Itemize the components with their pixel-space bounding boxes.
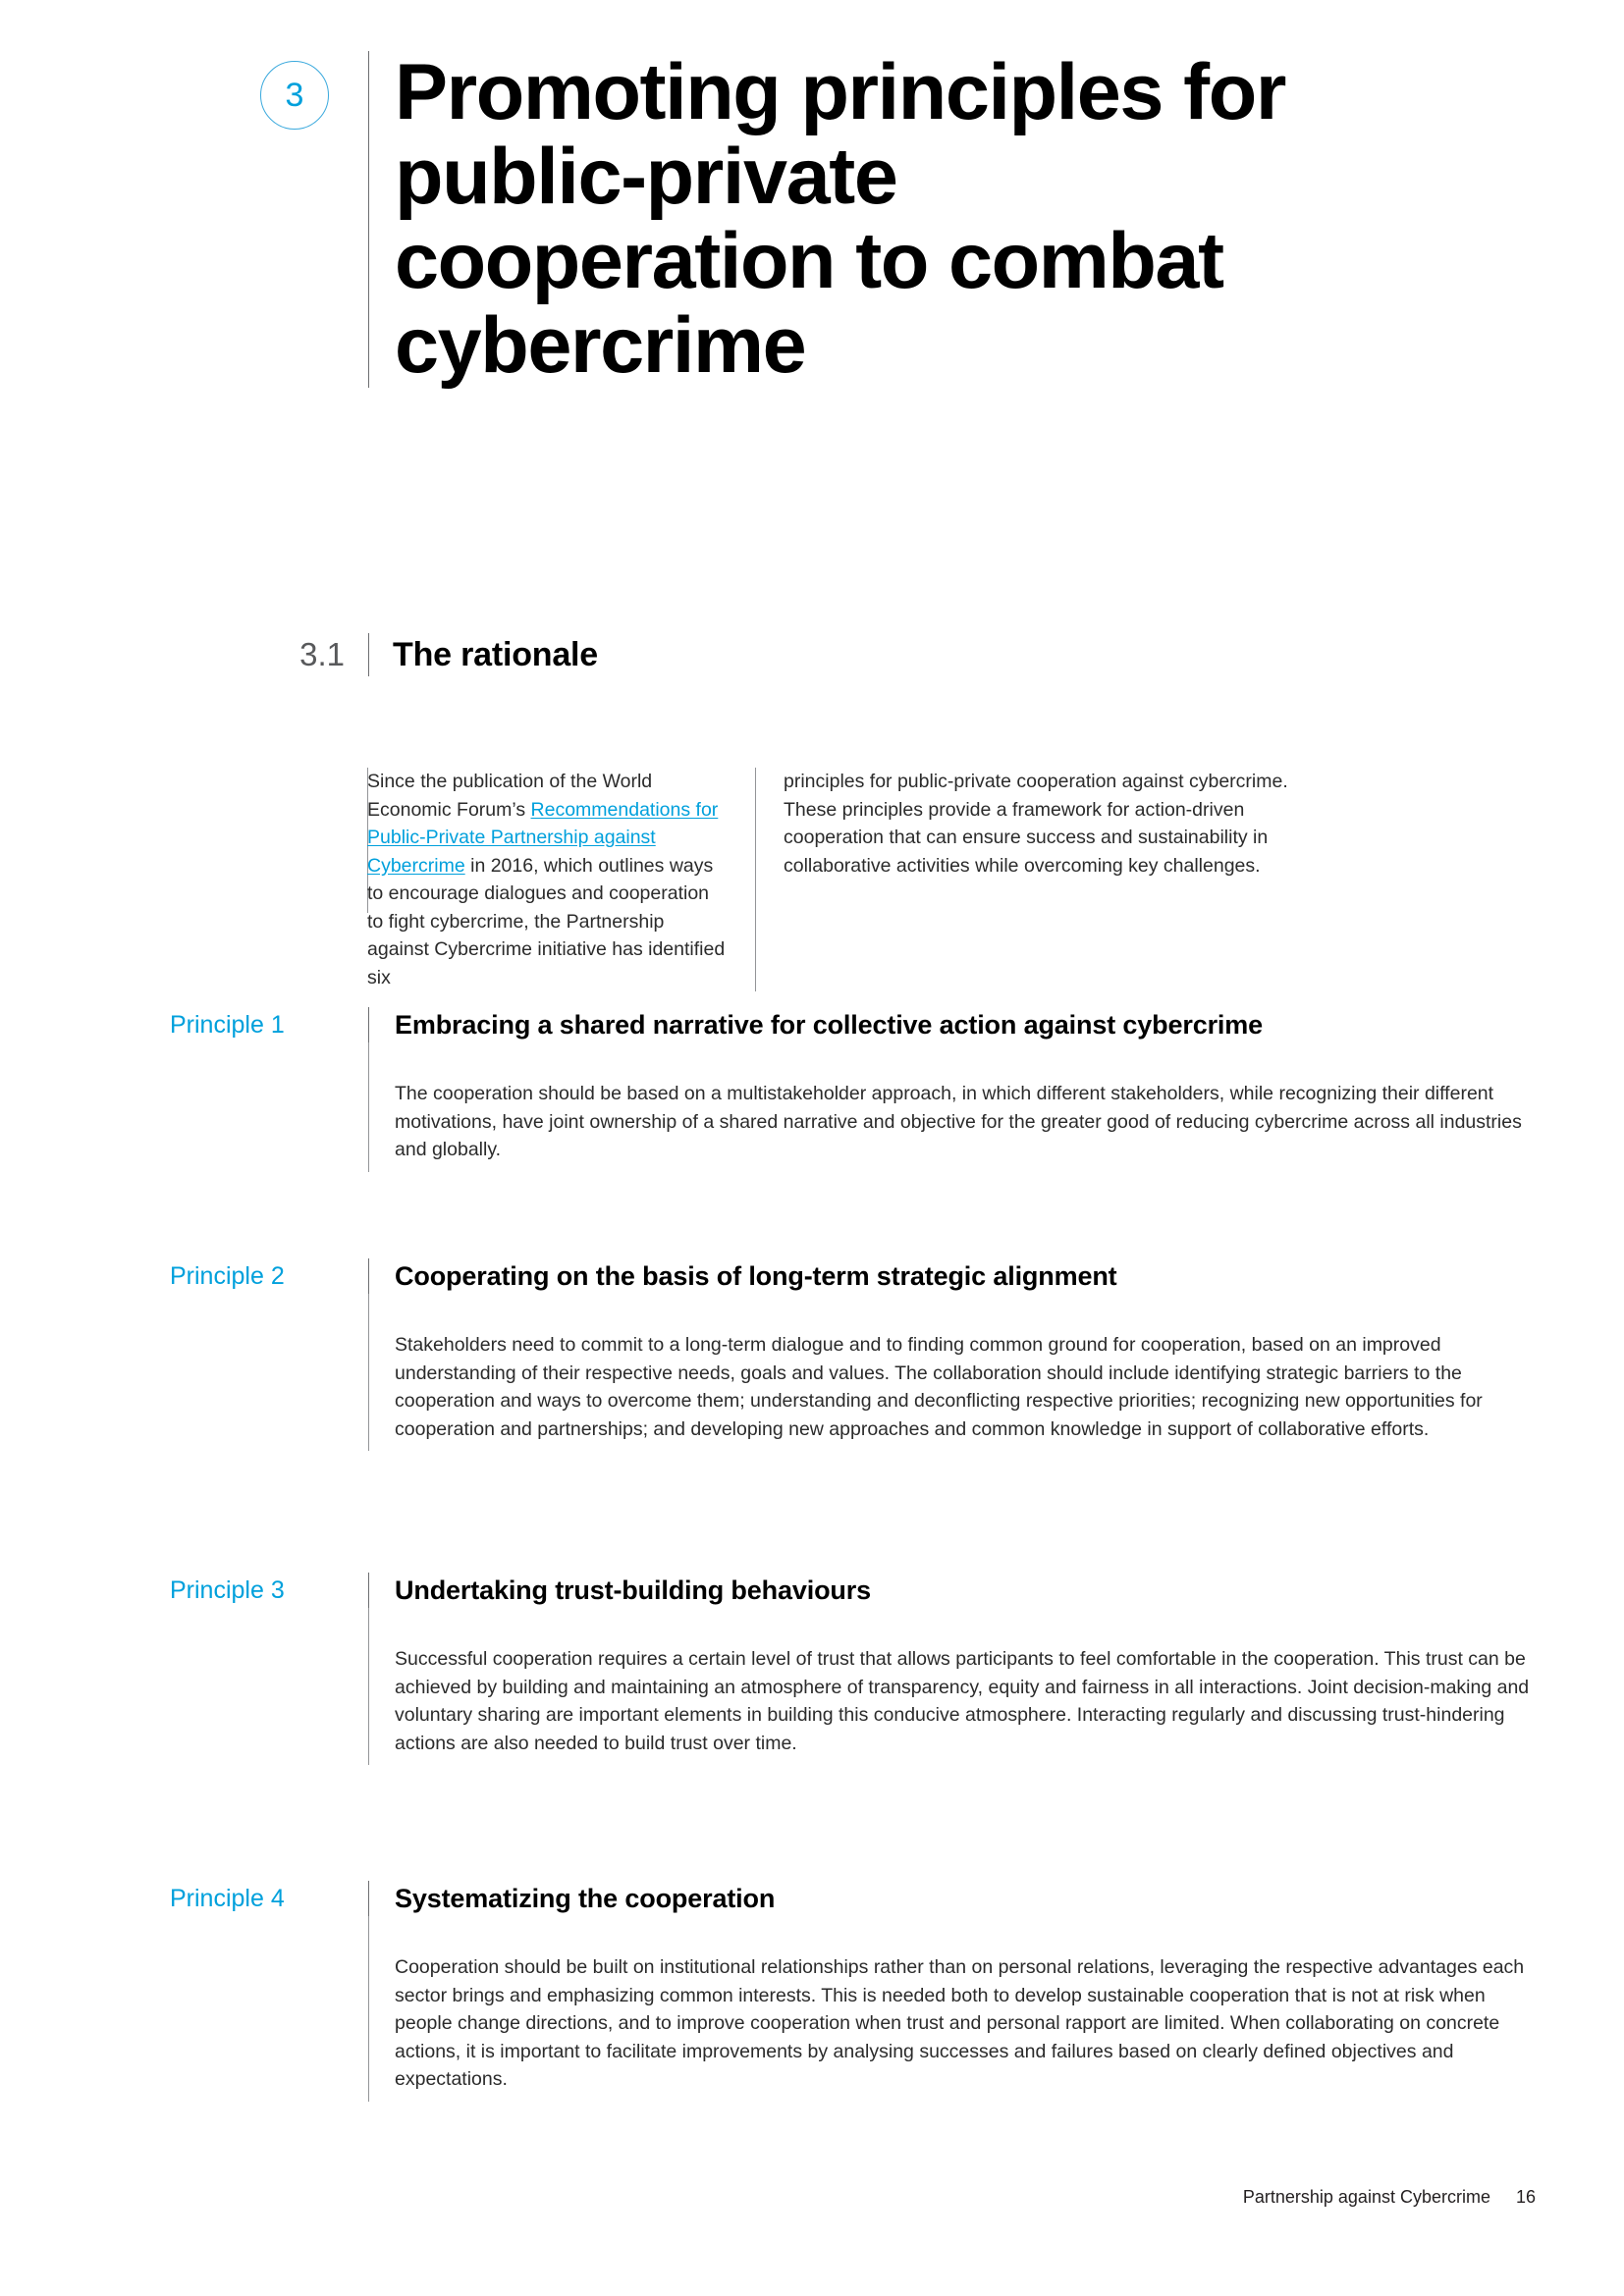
principle-1-title: Embracing a shared narrative for collective action against cybercrime — [395, 1010, 1264, 1040]
principle-block-4 — [170, 1881, 1544, 2102]
principle-1-gutter — [170, 1042, 368, 1172]
principle-4-body-row — [170, 1916, 1544, 2102]
principle-4-title: Systematizing the cooperation — [395, 1884, 776, 1913]
chapter-vertical-rule — [368, 51, 369, 388]
footer-page-number: 16 — [1515, 2187, 1536, 2207]
principle-2-header — [170, 1258, 1544, 1294]
principle-3-header — [170, 1573, 1544, 1608]
principle-1-rule — [368, 1007, 369, 1042]
principle-3-label: Principle 3 — [170, 1576, 285, 1604]
principle-1-label: Principle 1 — [170, 1011, 285, 1039]
recommendations-report-link[interactable]: Recommendations for Public-Private Partnership against Cybercrime — [367, 798, 719, 877]
section-title: The rationale — [393, 636, 599, 673]
section-heading — [260, 633, 1438, 676]
section-vertical-rule — [368, 633, 369, 676]
principle-2-gutter — [170, 1294, 368, 1451]
intro-column-left — [367, 768, 755, 991]
principle-2-rule — [368, 1258, 369, 1294]
principle-2-label: Principle 2 — [170, 1262, 285, 1290]
section-number: 3.1 — [299, 636, 345, 672]
principle-2-body: Stakeholders need to commit to a long-term dialogue and to finding common ground for cooperation, based on an improved understanding of their respective needs, goals and values. The collaboration should include identifying strategic barriers to the cooperation and ways to overcome them; understanding and deconflicting respective priorities; recognizing new opportunities for cooperation and partnerships; and developing new approaches and common knowledge in support of collaborative efforts. — [395, 1334, 1483, 1440]
intro-column-right: principles for public-private cooperation against cybercrime. These principles provide a framework for action-driven cooperation that can ensure success and sustainability in collaborative activities while overcoming key challenges. — [784, 771, 1288, 877]
principle-2-body-row — [170, 1294, 1544, 1451]
principle-1-body-rule — [368, 1042, 369, 1172]
principle-block-3 — [170, 1573, 1544, 1765]
principle-3-title: Undertaking trust-building behaviours — [395, 1575, 871, 1605]
principle-4-body: Cooperation should be built on institutional relationships rather than on personal relations, leveraging the respective advantages each sector brings and emphasizing common interests. This is needed both to develop sustainable cooperation that is not at risk when people change directions, and to improve cooperation when trust and personal rapport are limited. When collaborating on concrete actions, it is important to facilitate improvements by analysing successes and failures based on clearly defined objectives and expectations. — [395, 1956, 1525, 2090]
principle-2-body-rule — [368, 1294, 369, 1451]
chapter-number-container — [260, 51, 368, 130]
principle-1-body: The cooperation should be based on a multistakeholder approach, in which different stakeholders, while recognizing their different motivations, have joint ownership of a shared narrative and objective for the greater good of reducing cybercrime across all industries and globally. — [395, 1083, 1522, 1160]
section-number-container — [260, 633, 368, 676]
intro-text-before-link: Since the publication of the World Economic Forum’s — [367, 771, 653, 821]
principle-4-header — [170, 1881, 1544, 1916]
footer-document-title: Partnership against Cybercrime — [1242, 2187, 1490, 2207]
principle-4-body-rule — [368, 1916, 369, 2102]
principle-4-label: Principle 4 — [170, 1885, 285, 1912]
page-title: Promoting principles for public-private cooperation to combat cybercrime — [395, 48, 1285, 390]
principle-4-gutter — [170, 1916, 368, 2102]
principle-3-body-row — [170, 1608, 1544, 1765]
principle-3-gutter — [170, 1608, 368, 1765]
principle-2-title: Cooperating on the basis of long-term strategic alignment — [395, 1261, 1117, 1291]
chapter-heading — [260, 48, 1438, 390]
intro-columns — [367, 768, 1531, 991]
principle-1-header — [170, 1007, 1544, 1042]
page-footer — [1243, 2187, 1536, 2208]
principle-3-body-rule — [368, 1608, 369, 1765]
principle-3-body: Successful cooperation requires a certain level of trust that allows participants to feel comfortable in the cooperation. This trust can be achieved by building and maintaining an atmosphere of transparency, equity and fairness in all interactions. Joint decision-making and voluntary sharing are important elements in building this conducive atmosphere. Interacting regularly and discussing trust-hindering actions are also needed to build trust over time. — [395, 1648, 1530, 1754]
intro-text-after-link: in 2016, which outlines ways to encourage dialogues and cooperation to fight cybercrime, the Partnership against Cybercrime initiative has identified six — [367, 854, 726, 988]
principle-4-rule — [368, 1881, 369, 1916]
principle-block-1 — [170, 1007, 1544, 1172]
chapter-number-badge: 3 — [260, 61, 329, 130]
principle-block-2 — [170, 1258, 1544, 1451]
principle-3-rule — [368, 1573, 369, 1608]
principle-1-body-row — [170, 1042, 1544, 1172]
